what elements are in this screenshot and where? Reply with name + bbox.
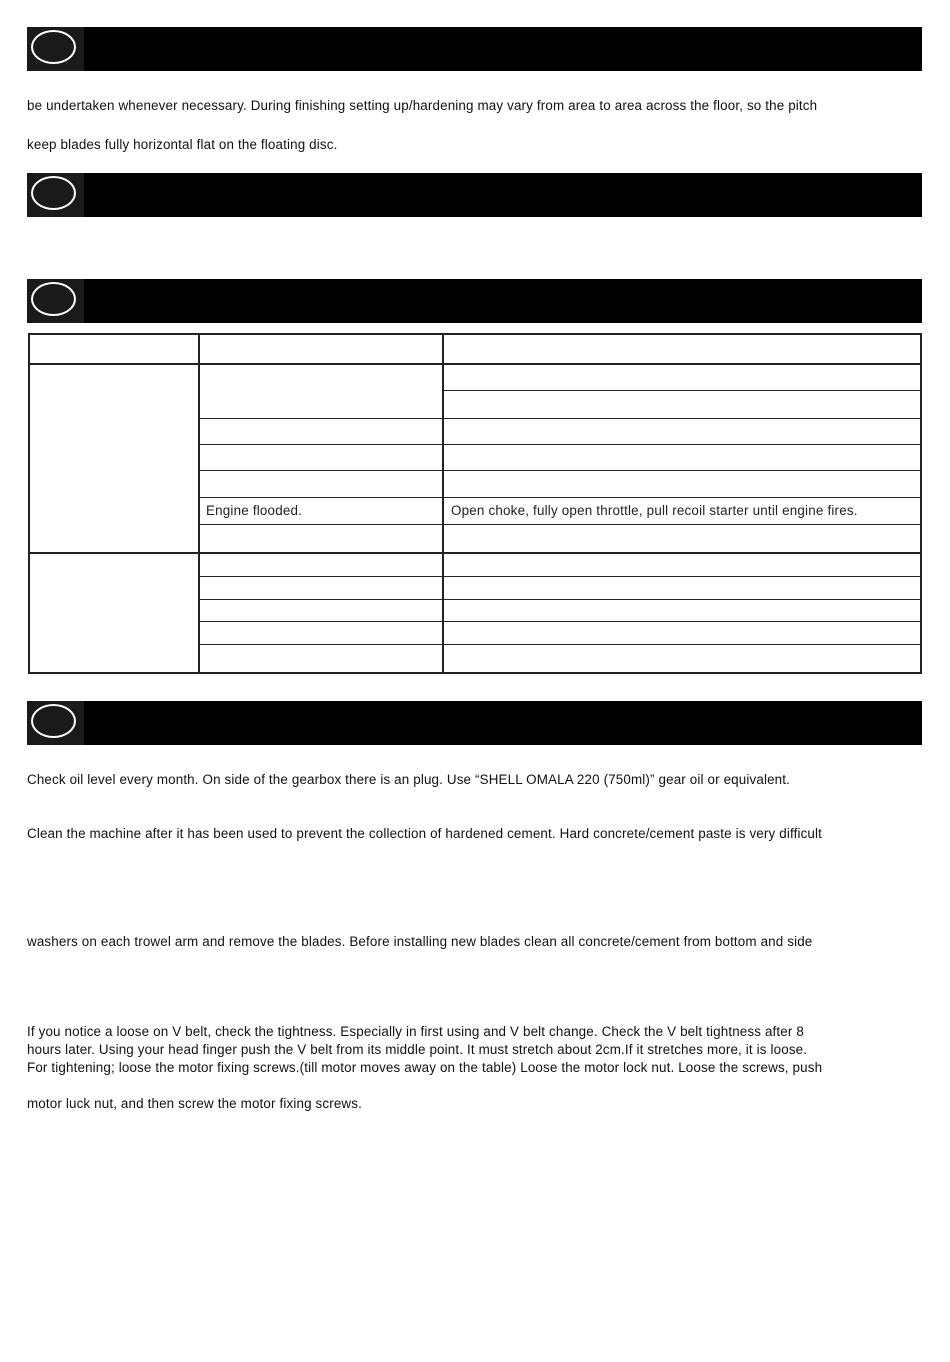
table-border bbox=[920, 333, 922, 674]
section-header-bar bbox=[27, 27, 922, 71]
paragraph-line: For tightening; loose the motor fixing screws.(till motor moves away on the table) Loose the motor lock nut. Loose the screws, push bbox=[27, 1060, 823, 1075]
table-row-line bbox=[28, 552, 922, 554]
table-cell-cause: Engine flooded. bbox=[206, 503, 303, 518]
table-row-line bbox=[28, 363, 922, 365]
table-row-line bbox=[198, 444, 922, 445]
section-header-bar bbox=[27, 173, 922, 217]
paragraph-line: If you notice a loose on V belt, check the tightness. Especially in first using and V belt change. Check the V belt tightness after 8 bbox=[27, 1024, 804, 1039]
paragraph-line: be undertaken whenever necessary. During finishing setting up/hardening may vary from area to area across the floor, so the pitch bbox=[27, 98, 818, 113]
section-header-bar bbox=[27, 701, 922, 745]
table-cell-remedy: Open choke, fully open throttle, pull recoil starter until engine fires. bbox=[451, 503, 858, 518]
section-badge bbox=[27, 173, 84, 217]
oval-icon bbox=[31, 704, 76, 738]
table-border bbox=[28, 333, 922, 335]
table-row-line bbox=[442, 390, 922, 391]
paragraph-line: washers on each trowel arm and remove the blades. Before installing new blades clean all concrete/cement from bottom and side bbox=[27, 934, 813, 949]
table-row-line bbox=[198, 497, 922, 498]
table-column-line bbox=[198, 333, 200, 674]
table-row-line bbox=[198, 470, 922, 471]
table-row-line bbox=[198, 418, 922, 419]
table-border bbox=[28, 333, 30, 674]
table-border bbox=[28, 672, 922, 674]
section-header-bar bbox=[27, 279, 922, 323]
section-badge bbox=[27, 701, 84, 745]
table-row-line bbox=[198, 524, 922, 525]
table-row-line bbox=[198, 644, 922, 645]
table-row-line bbox=[198, 621, 922, 622]
section-badge bbox=[27, 279, 84, 323]
oval-icon bbox=[31, 176, 76, 210]
paragraph-line: Check oil level every month. On side of the gearbox there is an plug. Use “SHELL OMALA 220 (750ml)” gear oil or equivalent. bbox=[27, 772, 791, 787]
table-row-line bbox=[198, 576, 922, 577]
paragraph-line: motor luck nut, and then screw the motor fixing screws. bbox=[27, 1096, 362, 1111]
table-row-line bbox=[198, 599, 922, 600]
paragraph-line: hours later. Using your head finger push the V belt from its middle point. It must stretch about 2cm.If it stretches more, it is loose. bbox=[27, 1042, 808, 1057]
oval-icon bbox=[31, 282, 76, 316]
section-badge bbox=[27, 27, 84, 71]
paragraph-line: keep blades fully horizontal flat on the floating disc. bbox=[27, 137, 338, 152]
paragraph-line: Clean the machine after it has been used to prevent the collection of hardened cement. Hard concrete/cement paste is very difficult bbox=[27, 826, 823, 841]
oval-icon bbox=[31, 30, 76, 64]
table-column-line bbox=[442, 333, 444, 674]
